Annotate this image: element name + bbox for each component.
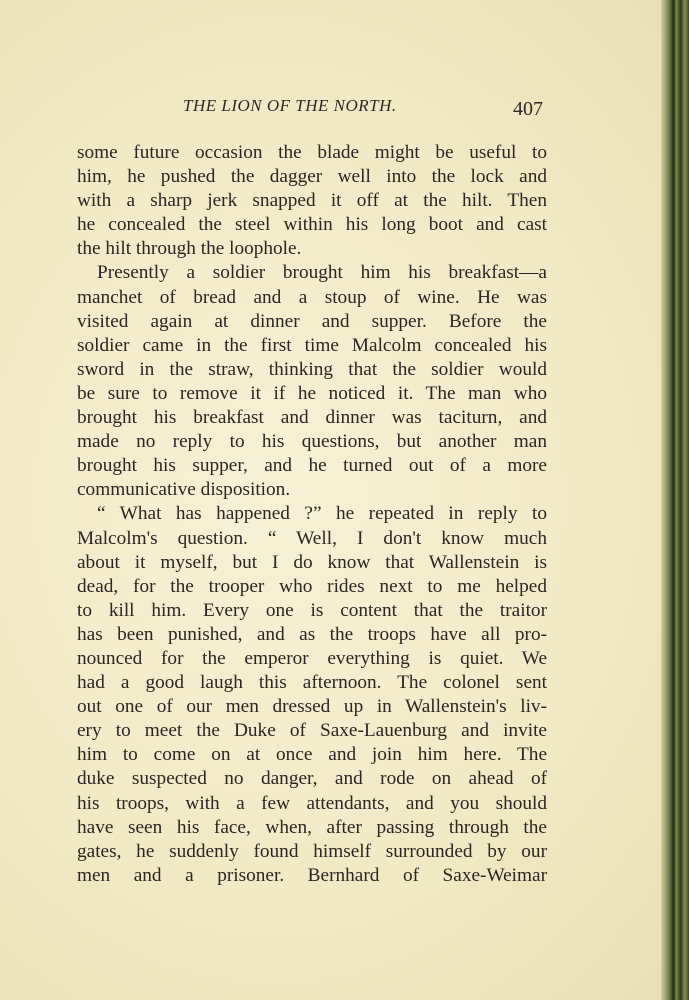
text-line: him, he pushed the dagger well into the lock and	[77, 166, 547, 188]
text-line: dead, for the trooper who rides next to me helped	[77, 575, 547, 597]
text-line: visited again at dinner and supper. Before the	[77, 310, 547, 332]
text-line: ery to meet the Duke of Saxe-Lauenburg and invite	[77, 720, 547, 742]
text-line: nounced for the emperor everything is quiet. We	[77, 647, 547, 669]
text-line: had a good laugh this afternoon. The colonel sent	[77, 672, 547, 694]
text-line: to kill him. Every one is content that the traitor	[77, 599, 547, 621]
text-line: have seen his face, when, after passing through the	[77, 816, 547, 838]
text-line: gates, he suddenly found himself surrounded by our	[77, 840, 547, 862]
text-line: Presently a soldier brought him his breakfast—a	[97, 262, 547, 284]
text-line: manchet of bread and a stoup of wine. He was	[77, 286, 547, 308]
text-line: the hilt through the loophole.	[77, 238, 302, 260]
text-line: him to come on at once and join him here. The	[77, 744, 547, 766]
text-line: with a sharp jerk snapped it off at the hilt. Then	[77, 190, 547, 212]
text-line: about it myself, but I do know that Wallenstein is	[77, 551, 547, 573]
text-line: be sure to remove it if he noticed it. The man who	[77, 382, 547, 404]
text-line: sword in the straw, thinking that the soldier would	[77, 358, 547, 380]
text-line: out one of our men dressed up in Wallenstein's liv-	[77, 696, 547, 718]
text-line: duke suspected no danger, and rode on ahead of	[77, 768, 547, 790]
text-line: brought his supper, and he turned out of a more	[77, 455, 547, 477]
text-line: some future occasion the blade might be useful to	[77, 142, 547, 163]
body-text	[77, 141, 547, 888]
text-line: he concealed the steel within his long boot and cast	[77, 214, 547, 236]
text-line: brought his breakfast and dinner was taciturn, and	[77, 407, 547, 429]
book-page-edge	[661, 0, 689, 1000]
text-line: men and a prisoner. Bernhard of Saxe-Weimar	[77, 864, 547, 886]
text-line: made no reply to his questions, but another man	[77, 431, 547, 453]
text-line: soldier came in the first time Malcolm concealed his	[77, 334, 547, 356]
text-line: Malcolm's question. “ Well, I don't know much	[77, 527, 547, 549]
text-line: “ What has happened ?” he repeated in reply to	[97, 503, 547, 525]
text-line: his troops, with a few attendants, and you should	[77, 792, 547, 814]
page-number: 407	[513, 98, 543, 120]
running-header-title: THE LION OF THE NORTH.	[183, 96, 397, 115]
text-line: communicative disposition.	[77, 479, 291, 501]
text-line: has been punished, and as the troops have all pro-	[77, 623, 547, 645]
